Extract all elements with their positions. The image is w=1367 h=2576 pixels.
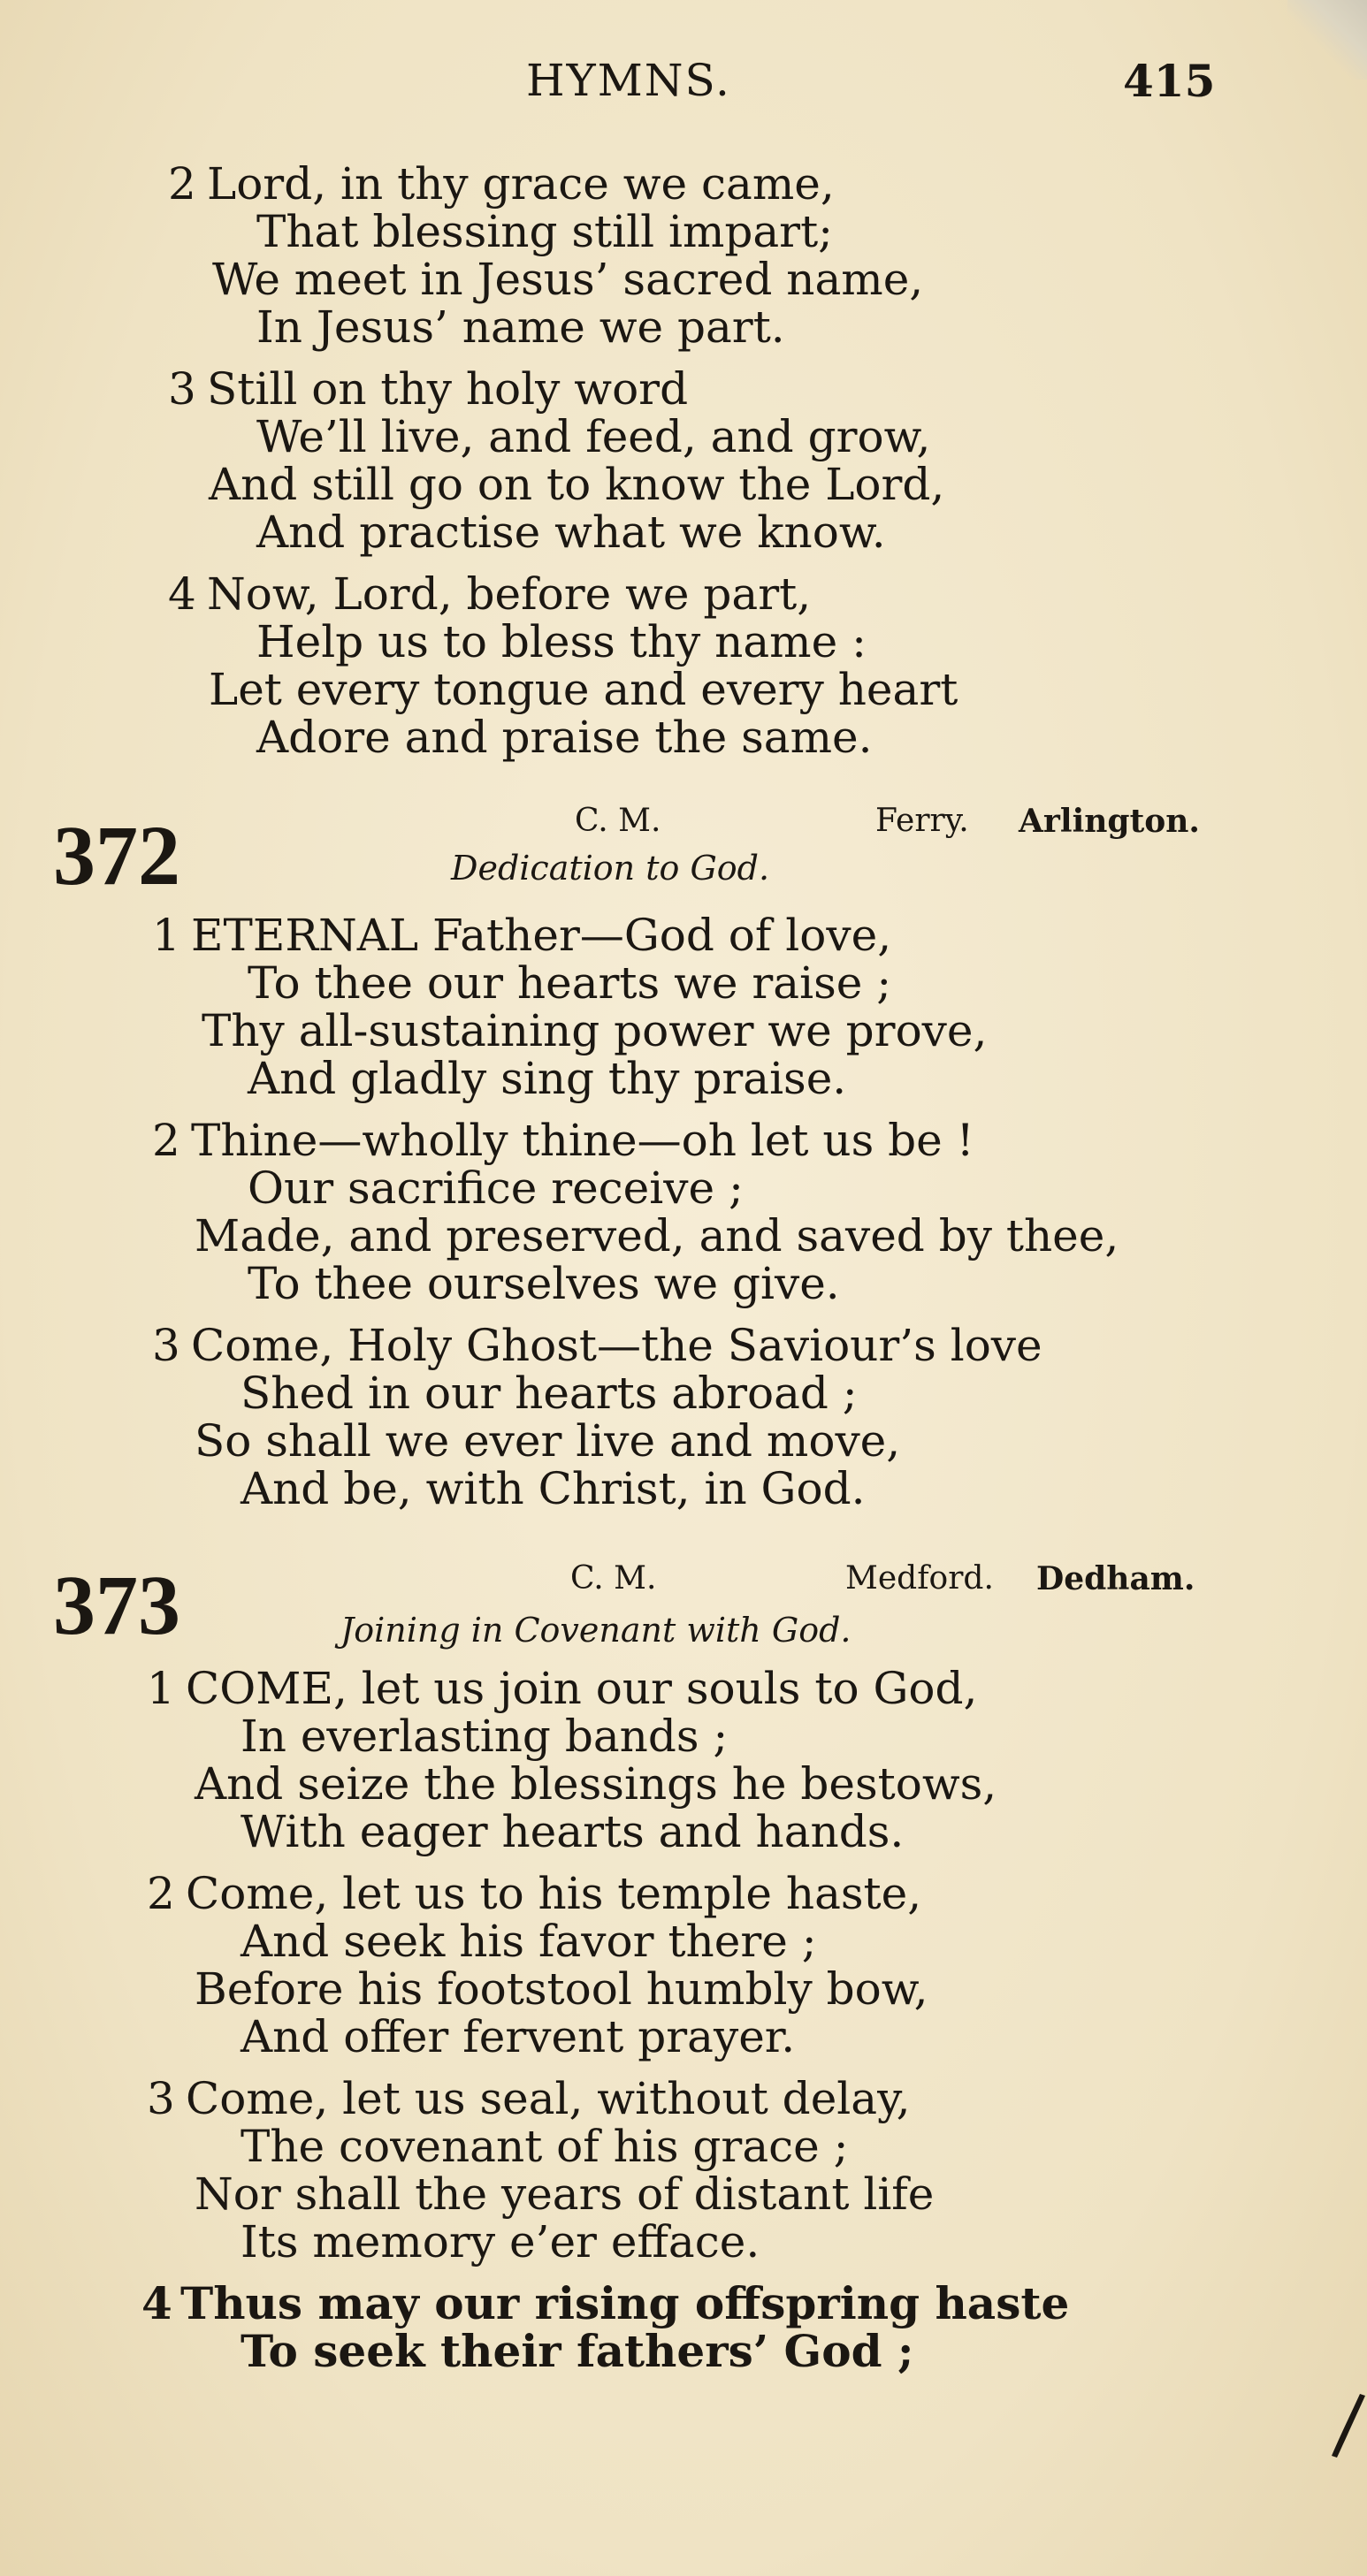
verse-line: Thy all-sustaining power we prove, <box>202 1005 988 1056</box>
hymn-number: 372 <box>53 808 180 903</box>
verse-line: Let every tongue and every heart <box>209 664 958 715</box>
verse-number: 2 <box>152 1115 180 1166</box>
verse-line: And seek his favor there ; <box>241 1916 817 1967</box>
verse-line: And offer fervent prayer. <box>241 2011 796 2062</box>
verse-line: 3 Still on thy holy word <box>168 363 689 415</box>
hymn-subject: Joining in Covenant with God. <box>340 1611 852 1650</box>
verse-line: 2 Lord, in thy grace we came, <box>168 158 835 210</box>
verse-line: And seize the blessings he bestows, <box>195 1758 997 1810</box>
page-number: 415 <box>1123 55 1216 107</box>
page-corner-shading <box>1287 0 1367 80</box>
verse-line: In everlasting bands ; <box>241 1711 729 1762</box>
tune-name: Ferry. <box>875 803 969 839</box>
verse-line: With eager hearts and hands. <box>241 1806 905 1857</box>
verse-line: 3 Come, Holy Ghost—the Saviour’s love <box>152 1320 1042 1371</box>
verse-line: To seek their fathers’ God ; <box>241 2325 914 2377</box>
verse-number: 1 <box>147 1663 175 1714</box>
verse-line: 4 Thus may our rising offspring haste <box>141 2277 1070 2329</box>
verse-line: That blessing still impart; <box>256 206 834 257</box>
verse-line: And still go on to know the Lord, <box>209 459 945 510</box>
verse-number: 4 <box>141 2277 172 2329</box>
verse-line: And practise what we know. <box>256 507 886 558</box>
meter: C. M. <box>575 803 661 839</box>
verse-line: And be, with Christ, in God. <box>241 1463 866 1514</box>
verse-line: And gladly sing thy praise. <box>248 1053 847 1104</box>
hymn-number: 373 <box>53 1558 180 1652</box>
tune-name: Arlington. <box>1019 803 1200 840</box>
hymn-subject: Dedication to God. <box>451 849 770 888</box>
verse-line: Before his footstool humbly bow, <box>195 1963 928 2015</box>
tune-name: Medford. <box>845 1560 994 1597</box>
verse-line: To thee our hearts we raise ; <box>248 957 892 1009</box>
verse-number: 1 <box>152 910 180 961</box>
verse-line: To thee ourselves we give. <box>248 1258 840 1309</box>
running-header-title: HYMNS. <box>526 55 731 106</box>
verse-line: We meet in Jesus’ sacred name, <box>212 254 924 305</box>
verse-line: 4 Now, Lord, before we part, <box>168 568 812 620</box>
verse-line: Its memory e’er efface. <box>241 2216 760 2267</box>
ink-mark-icon <box>1325 2387 1367 2466</box>
verse-number: 4 <box>168 568 196 620</box>
verse-line: 2 Come, let us to his temple haste, <box>147 1868 922 1919</box>
verse-line: Adore and praise the same. <box>256 712 873 763</box>
verse-number: 3 <box>168 363 196 415</box>
verse-line: We’ll live, and feed, and grow, <box>256 411 931 462</box>
verse-line: Made, and preserved, and saved by thee, <box>195 1210 1119 1261</box>
meter: C. M. <box>570 1560 657 1597</box>
verse-line: Our sacrifice receive ; <box>248 1162 744 1214</box>
verse-number: 3 <box>147 2073 175 2124</box>
verse-line: Help us to bless thy name : <box>256 616 867 667</box>
tune-name: Dedham. <box>1036 1560 1195 1597</box>
verse-number: 3 <box>152 1320 180 1371</box>
verse-line: 2 Thine—wholly thine—oh let us be ! <box>152 1115 974 1166</box>
verse-line: So shall we ever live and move, <box>195 1415 901 1467</box>
verse-line: 3 Come, let us seal, without delay, <box>147 2073 911 2124</box>
verse-line: Shed in our hearts abroad ; <box>241 1368 858 1419</box>
verse-line: Nor shall the years of distant life <box>195 2168 935 2220</box>
verse-line: In Jesus’ name we part. <box>256 301 785 353</box>
verse-number: 2 <box>168 158 196 210</box>
verse-line: The covenant of his grace ; <box>241 2121 849 2172</box>
verse-number: 2 <box>147 1868 175 1919</box>
verse-line: 1 ETERNAL Father—God of love, <box>152 910 892 961</box>
verse-line: 1 COME, let us join our souls to God, <box>147 1663 978 1714</box>
